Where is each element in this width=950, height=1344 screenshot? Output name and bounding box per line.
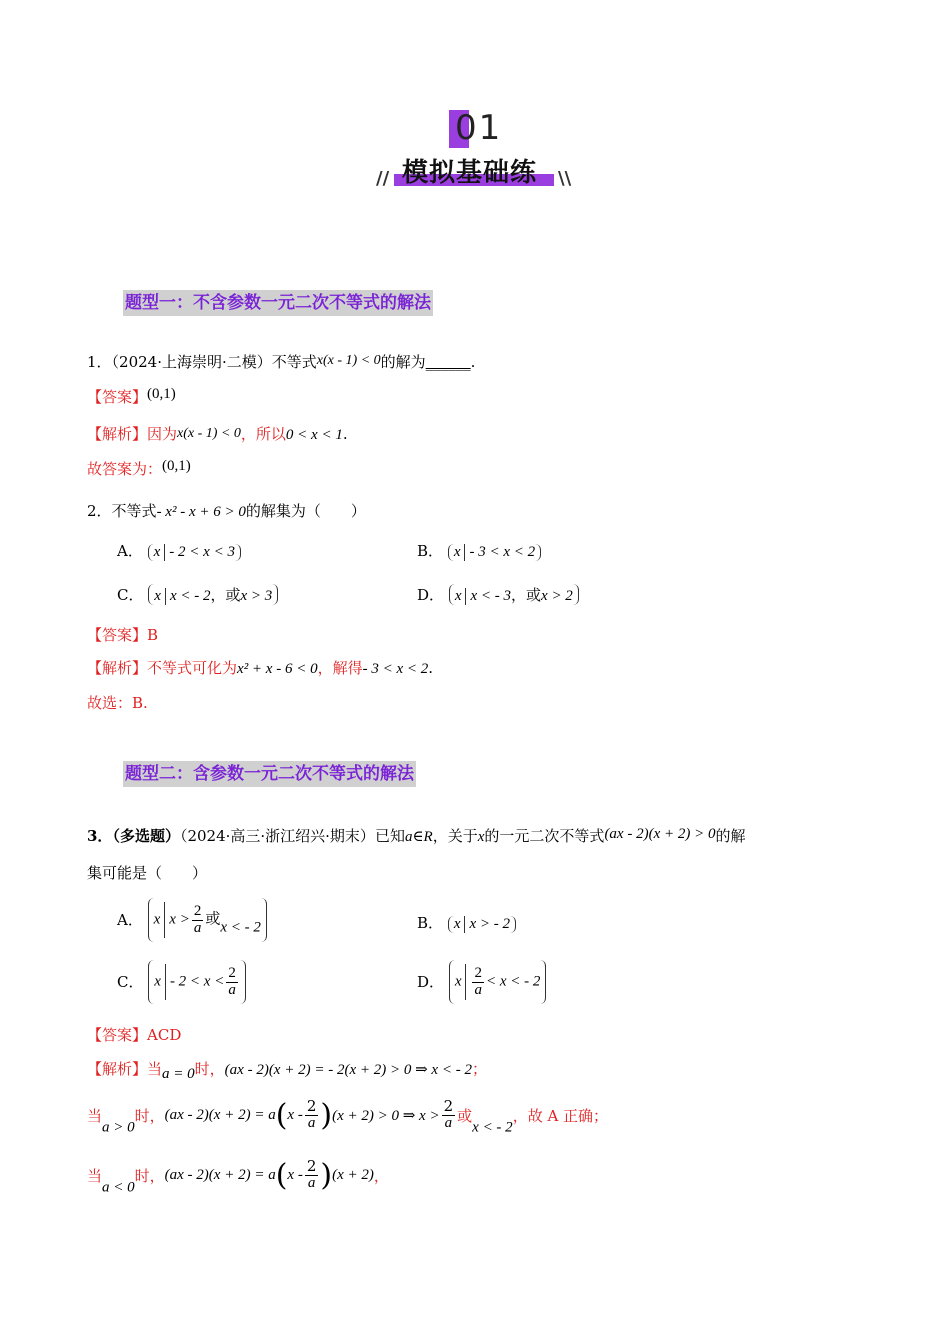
q3-stem-line1: 3．（多选题）（2024·高三·浙江绍兴·期末）已知a∈R，关于x的一元二次不等式(ax - 2)(x + 2) > 0的解: [87, 826, 746, 845]
q2-answer: 【答案】B: [87, 626, 159, 644]
q2-option-b[interactable]: B． x - 3 < x < 2: [417, 540, 541, 561]
q3-analysis-case3: 当a < 0时，(ax - 2)(x + 2) = a(x - $\frac{2}{a}$ )(x + 2)，: [87, 1157, 389, 1196]
q1-stem: 1．（2024·上海崇明·二模）不等式x(x - 1) < 0的解为______.: [87, 353, 476, 371]
banner-title: 模拟基础练: [402, 158, 538, 188]
type2-heading: 题型二：含参数一元二次不等式的解法: [123, 761, 416, 787]
banner-left-marks: //: [376, 168, 390, 189]
q2-option-c[interactable]: C． x x < - 2，或x > 3: [117, 584, 278, 605]
q3-option-a[interactable]: A． x x > $\frac{2}{a}$ 或x < - 2: [117, 898, 267, 942]
q3-expression: (ax - 2)(x + 2) > 0: [604, 826, 716, 842]
q2-answer-value: B: [147, 626, 159, 644]
q1-final: 故答案为：(0,1): [87, 458, 191, 478]
q2-analysis: 【解析】不等式可化为x² + x - 6 < 0，解得- 3 < x < 2.: [87, 659, 434, 677]
q3-answer-value: ACD: [147, 1026, 182, 1044]
q3-analysis-case2: 当a > 0时，(ax - 2)(x + 2) = a(x - $\frac{2}{a}$ )(x + 2) > 0 ⇒ x > $\frac{2}{a}$ 或x < - 2，故 A 正确；: [87, 1097, 609, 1136]
section-number: 01: [455, 108, 503, 148]
q3-answer: 【答案】ACD: [87, 1026, 182, 1044]
q3-option-c[interactable]: C． x - 2 < x < $\frac{2}{a}$: [117, 960, 246, 1004]
q2-final: 故选：B.: [87, 694, 148, 712]
q2-option-a[interactable]: A． x - 2 < x < 3: [117, 540, 241, 561]
q3-analysis-case1: 【解析】当a = 0时，(ax - 2)(x + 2) = - 2(x + 2) > 0 ⇒ x < - 2；: [87, 1060, 487, 1082]
q1-blank: ______: [425, 353, 471, 371]
q3-stem-line2: 集可能是（ ）: [87, 864, 208, 882]
q1-answer-value: (0,1): [147, 386, 176, 402]
q2-expression: - x² - x + 6 > 0: [156, 504, 246, 520]
q1-answer: 【答案】(0,1): [87, 386, 176, 406]
q2-stem: 2．不等式- x² - x + 6 > 0的解集为（ ）: [87, 502, 366, 520]
banner-right-marks: \\: [558, 168, 572, 189]
q1-analysis: 【解析】因为x(x - 1) < 0，所以0 < x < 1.: [87, 425, 348, 443]
q3-option-d[interactable]: D． x $\frac{2}{a}$ < x < - 2: [417, 960, 546, 1004]
q2-option-d[interactable]: D． x x < - 3，或x > 2: [417, 584, 579, 605]
type1-heading: 题型一：不含参数一元二次不等式的解法: [123, 290, 433, 316]
q1-expression: x(x - 1) < 0: [316, 353, 381, 368]
q3-option-b[interactable]: B． x x > - 2: [417, 912, 516, 933]
